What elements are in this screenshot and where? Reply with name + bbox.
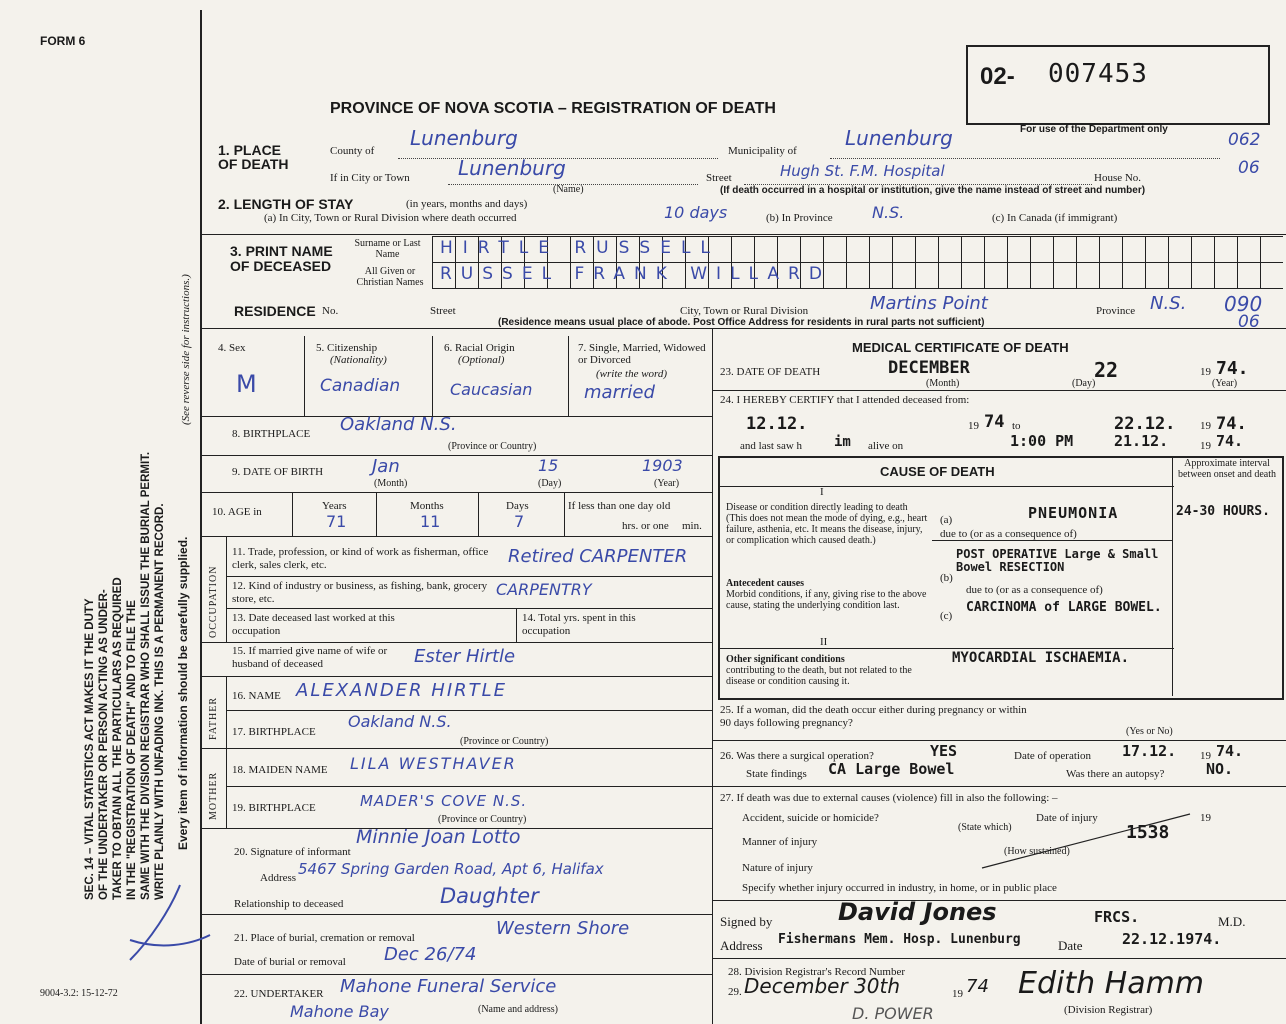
burial-date-value: Dec 26/74 bbox=[384, 944, 477, 965]
stamp-text: D. POWER bbox=[852, 1004, 934, 1023]
letter-box bbox=[1076, 262, 1099, 289]
part-one: I bbox=[820, 486, 824, 498]
address-label: Address bbox=[260, 872, 297, 884]
letter-box bbox=[892, 262, 915, 289]
industry-value: CARPENTRY bbox=[496, 580, 592, 599]
stay-a-value: 10 days bbox=[664, 203, 728, 222]
signer-signature: David Jones bbox=[838, 898, 997, 926]
op-date-label: Date of operation bbox=[1014, 750, 1091, 762]
county-label: County of bbox=[330, 145, 375, 157]
years-label: Years bbox=[322, 500, 347, 512]
prov-country-caption: (Province or Country) bbox=[460, 736, 549, 747]
mother-maiden-label: 18. MAIDEN NAME bbox=[232, 764, 328, 776]
interval-a-value: 24-30 HOURS. bbox=[1176, 504, 1270, 519]
antecedent-note: Morbid conditions, if any, giving rise to the above cause, stating the underlying condition last. bbox=[726, 589, 927, 611]
side-note-2: (See reverse side for instructions.) bbox=[180, 274, 192, 425]
strike-line-icon bbox=[980, 810, 1200, 870]
months-label: Months bbox=[410, 500, 444, 512]
city-label: If in City or Town bbox=[330, 172, 410, 184]
letter-box bbox=[892, 236, 915, 263]
mother-label: MOTHER bbox=[208, 771, 219, 820]
op-date-value: 17.12. bbox=[1122, 742, 1177, 760]
side-note: Every item of information should be carefully supplied. bbox=[176, 536, 190, 850]
registration-year: 74 bbox=[966, 976, 989, 997]
form-code: 9004-3.2: 15-12-72 bbox=[40, 988, 118, 999]
street-label: Street bbox=[706, 172, 732, 184]
age-years: 71 bbox=[326, 512, 347, 531]
surname-value: HIRTLE RUSSELL bbox=[440, 238, 720, 258]
dod-year: 74. bbox=[1216, 358, 1249, 379]
days-label: Days bbox=[506, 500, 529, 512]
undertaker-value: Mahone Funeral Service bbox=[340, 976, 557, 997]
attended-from: 12.12. bbox=[746, 414, 808, 434]
print-name-label: 3. PRINT NAME OF DECEASED bbox=[230, 243, 333, 274]
alive-date: 21.12. bbox=[1114, 432, 1169, 450]
mother-maiden-value: LILA WESTHAVER bbox=[350, 754, 517, 773]
age-months: 11 bbox=[420, 512, 441, 531]
letter-box bbox=[1260, 236, 1283, 263]
undertaker-note: (Name and address) bbox=[478, 1004, 558, 1015]
residence-label: RESIDENCE bbox=[234, 303, 316, 319]
last-saw-label: and last saw h bbox=[740, 440, 803, 452]
letter-box bbox=[869, 236, 892, 263]
date-label: Date bbox=[1058, 938, 1083, 953]
father-name-label: 16. NAME bbox=[232, 690, 281, 702]
cause-c-value: CARCINOMA of LARGE BOWEL. bbox=[966, 600, 1162, 615]
letter-box bbox=[1076, 236, 1099, 263]
letter-box bbox=[1099, 262, 1122, 289]
letter-box bbox=[1145, 262, 1168, 289]
letter-box bbox=[984, 262, 1007, 289]
marital-label: 7. Single, Married, Widowed or Divorced bbox=[578, 342, 706, 366]
other-value: MYOCARDIAL ISCHAEMIA. bbox=[952, 650, 1130, 666]
res-street-label: Street bbox=[430, 305, 456, 317]
part-two: II bbox=[820, 636, 828, 648]
stay-label: 2. LENGTH OF STAY bbox=[218, 196, 354, 212]
antecedent-label: Antecedent causes bbox=[726, 578, 805, 589]
informant-value: Minnie Joan Lotto bbox=[356, 826, 521, 848]
month-caption: (Month) bbox=[926, 378, 960, 389]
other-label: Other significant conditions bbox=[726, 654, 845, 665]
side-line: OF THE UNDERTAKER OR PERSON ACTING AS UNDER- bbox=[98, 589, 110, 900]
wife-value: Ester Hirtle bbox=[414, 646, 516, 667]
manner-label: Manner of injury bbox=[742, 836, 818, 848]
letter-box bbox=[1122, 236, 1145, 263]
form-label: FORM 6 bbox=[40, 34, 86, 48]
letter-box bbox=[1145, 236, 1168, 263]
letter-box bbox=[1168, 236, 1191, 263]
letter-box bbox=[915, 236, 938, 263]
due-to-label: due to (or as a consequence of) bbox=[940, 528, 1077, 540]
father-name-value: ALEXANDER HIRTLE bbox=[296, 680, 508, 701]
side-line: TAKER TO OBTAIN ALL THE PARTICULARS AS REQUIRED bbox=[112, 577, 124, 900]
cause-a-value: PNEUMONIA bbox=[1028, 504, 1119, 522]
reg-prefix: 02- bbox=[980, 63, 1015, 90]
nineteen: 19 bbox=[1200, 812, 1211, 824]
letter-box bbox=[846, 262, 869, 289]
op-year-value: 74. bbox=[1216, 742, 1244, 760]
letter-box bbox=[961, 236, 984, 263]
hospital-note: (If death occurred in a hospital or institution, give the name instead of street and number) bbox=[720, 185, 1146, 196]
burial-value: Western Shore bbox=[496, 918, 630, 939]
letter-box bbox=[1168, 262, 1191, 289]
letter-box bbox=[846, 236, 869, 263]
other-note: contributing to the death, but not related to the disease or condition causing it. bbox=[726, 665, 912, 687]
stay-note: (in years, months and days) bbox=[406, 198, 528, 210]
cause-c-label: (c) bbox=[940, 610, 953, 622]
last-worked-label: 13. Date deceased last worked at this occupation bbox=[232, 612, 395, 637]
sex-value: M bbox=[236, 370, 257, 398]
registrar-signature: Edith Hamm bbox=[1018, 966, 1205, 1001]
letter-box bbox=[1191, 236, 1214, 263]
house-label: House No. bbox=[1094, 172, 1142, 184]
given-label: All Given or Christian Names bbox=[356, 266, 424, 288]
letter-box bbox=[1191, 262, 1214, 289]
direct-cause-label: Disease or condition directly leading to death (This does not mean the mode of dying, e.g., heart failure, asthenia, etc. It means the disease, injury, or complication which caused death.) bbox=[726, 502, 928, 546]
dob-label: 9. DATE OF BIRTH bbox=[232, 466, 324, 478]
total-yrs-label: 14. Total yrs. spent in this occupation bbox=[522, 612, 636, 637]
nineteen: 19 bbox=[1200, 420, 1211, 432]
res-city-label: City, Town or Rural Division bbox=[680, 305, 809, 317]
racial-value: Caucasian bbox=[450, 380, 533, 399]
specify-label: Specify whether injury occurred in industry, in home, or in public place bbox=[742, 882, 1057, 894]
letter-box bbox=[938, 262, 961, 289]
trade-label: 11. Trade, profession, or kind of work as fisherman, office clerk, sales clerk, etc. bbox=[232, 546, 489, 571]
marital-value: married bbox=[584, 382, 655, 403]
how-caption: (How sustained) bbox=[1004, 846, 1070, 857]
mother-birth-label: 19. BIRTHPLACE bbox=[232, 802, 316, 814]
letter-box bbox=[938, 236, 961, 263]
birthplace-value: Oakland N.S. bbox=[340, 414, 457, 435]
state-which-caption: (State which) bbox=[958, 822, 1012, 833]
q29-label: 29. bbox=[728, 986, 742, 998]
nineteen: 19 bbox=[1200, 440, 1211, 452]
letter-box bbox=[1030, 262, 1053, 289]
industry-label: 12. Kind of industry or business, as fishing, bank, grocery store, etc. bbox=[232, 580, 488, 605]
md-label: M.D. bbox=[1218, 914, 1246, 929]
dod-day: 22 bbox=[1094, 358, 1119, 382]
racial-label: 6. Racial Origin bbox=[444, 342, 515, 354]
sex-label: 4. Sex bbox=[218, 342, 246, 354]
res-prov-value: N.S. bbox=[1150, 293, 1187, 314]
year-caption: (Year) bbox=[654, 478, 680, 489]
stay-b-value: N.S. bbox=[872, 203, 905, 222]
division-registrar-caption: (Division Registrar) bbox=[1064, 1004, 1153, 1016]
side-line: IN THE "REGISTRATION OF DEATH" AND TO FILE THE bbox=[126, 600, 138, 900]
q25-label: 25. If a woman, did the death occur either during pregnancy or within 90 days following pregnancy? bbox=[720, 704, 1027, 729]
relationship-label: Relationship to deceased bbox=[234, 898, 344, 910]
last-saw-value: im bbox=[834, 434, 851, 450]
attended-from-year: 74 bbox=[984, 412, 1005, 432]
hrs-label: hrs. or one bbox=[622, 520, 669, 532]
medical-title: MEDICAL CERTIFICATE OF DEATH bbox=[852, 340, 1069, 355]
day-caption: (Day) bbox=[1072, 378, 1096, 389]
certify-label: 24. I HEREBY CERTIFY that I attended deceased from: bbox=[720, 394, 970, 406]
letter-box bbox=[777, 236, 800, 263]
stay-c-label: (c) In Canada (if immigrant) bbox=[992, 212, 1118, 224]
less-day-label: If less than one day old bbox=[568, 500, 671, 512]
alive-year: 74. bbox=[1216, 432, 1244, 450]
place-of-death-label: 1. PLACE OF DEATH bbox=[218, 142, 289, 172]
father-birth-value: Oakland N.S. bbox=[348, 712, 452, 731]
findings-label: State findings bbox=[746, 768, 807, 780]
marital-caption: (write the word) bbox=[596, 368, 668, 380]
cause-b-label: (b) bbox=[940, 572, 953, 584]
undertaker-town: Mahone Bay bbox=[290, 1002, 389, 1021]
q26-label: 26. Was there a surgical operation? bbox=[720, 750, 874, 762]
letter-box bbox=[754, 236, 777, 263]
racial-caption: (Optional) bbox=[458, 354, 505, 366]
municipality-value: Lunenburg bbox=[845, 126, 953, 150]
operation-value: YES bbox=[930, 742, 958, 760]
name-caption: (Name) bbox=[553, 184, 584, 195]
letter-box bbox=[915, 262, 938, 289]
side-line: SEC. 14 – VITAL STATISTICS ACT MAKES IT THE DUTY bbox=[84, 598, 96, 900]
letter-box bbox=[1214, 262, 1237, 289]
citizenship-value: Canadian bbox=[320, 376, 401, 396]
dept-code: 06 bbox=[1238, 158, 1260, 178]
dob-year: 1903 bbox=[642, 456, 683, 475]
burial-label: 21. Place of burial, cremation or removal bbox=[234, 932, 415, 944]
due-to-label: due to (or as a consequence of) bbox=[966, 584, 1103, 596]
letter-box bbox=[961, 262, 984, 289]
citizenship-caption: (Nationality) bbox=[330, 354, 387, 366]
age-label: 10. AGE in bbox=[212, 506, 262, 518]
age-days: 7 bbox=[514, 512, 525, 531]
dept-code: 090 bbox=[1224, 292, 1263, 316]
mother-birth-value: MADER'S COVE N.S. bbox=[360, 792, 528, 810]
letter-box bbox=[1030, 236, 1053, 263]
relationship-value: Daughter bbox=[440, 884, 539, 908]
side-line: WRITE PLAINLY WITH UNFADING INK. THIS IS A PERMANENT RECORD. bbox=[154, 503, 166, 900]
municipality-label: Municipality of bbox=[728, 145, 797, 157]
year-caption: (Year) bbox=[1212, 378, 1238, 389]
letter-box bbox=[823, 236, 846, 263]
res-no-label: No. bbox=[322, 305, 339, 317]
wife-label: 15. If married give name of wife or husband of deceased bbox=[232, 645, 388, 670]
father-label: FATHER bbox=[208, 696, 219, 740]
interval-label: Approximate interval between onset and death bbox=[1177, 458, 1277, 480]
letter-box bbox=[1053, 262, 1076, 289]
nineteen: 19 bbox=[968, 420, 979, 432]
cause-b-value: POST OPERATIVE Large & Small Bowel RESECTION bbox=[956, 547, 1159, 574]
citizenship-label: 5. Citizenship bbox=[316, 342, 378, 354]
autopsy-value: NO. bbox=[1206, 760, 1234, 778]
dept-code: 062 bbox=[1228, 130, 1261, 150]
registration-number-box bbox=[966, 45, 1270, 125]
stay-b-label: (b) In Province bbox=[766, 212, 833, 224]
margin-scribble-icon bbox=[110, 880, 220, 970]
letter-box bbox=[1214, 236, 1237, 263]
dod-label: 23. DATE OF DEATH bbox=[720, 366, 821, 378]
city-value: Lunenburg bbox=[458, 156, 566, 180]
letter-box bbox=[869, 262, 892, 289]
letter-box bbox=[1007, 262, 1030, 289]
attended-to-year: 74. bbox=[1216, 414, 1247, 434]
injury-date-label: Date of injury bbox=[1036, 812, 1098, 824]
min-label: min. bbox=[682, 520, 702, 532]
stay-a-label: (a) In City, Town or Rural Division where death occurred bbox=[264, 212, 517, 224]
nineteen: 19 bbox=[1200, 750, 1211, 762]
county-value: Lunenburg bbox=[410, 126, 518, 150]
letter-box bbox=[1237, 236, 1260, 263]
informant-label: 20. Signature of informant bbox=[234, 846, 351, 858]
attended-to: 22.12. bbox=[1114, 414, 1176, 434]
dob-month: Jan bbox=[372, 456, 400, 477]
letter-box bbox=[731, 236, 754, 263]
street-value: Hugh St. F.M. Hospital bbox=[780, 162, 945, 180]
alive-on-label: alive on bbox=[868, 440, 904, 452]
letter-box bbox=[984, 236, 1007, 263]
findings-value: CA Large Bowel bbox=[828, 760, 955, 778]
yes-no-caption: (Yes or No) bbox=[1126, 726, 1173, 737]
trade-value: Retired CARPENTER bbox=[508, 546, 688, 567]
cause-title: CAUSE OF DEATH bbox=[880, 464, 995, 479]
occupation-label: OCCUPATION bbox=[208, 565, 219, 638]
nineteen: 19 bbox=[952, 988, 963, 1000]
to-label: to bbox=[1012, 420, 1021, 432]
nature-label: Nature of injury bbox=[742, 862, 813, 874]
father-birth-label: 17. BIRTHPLACE bbox=[232, 726, 316, 738]
res-city-value: Martins Point bbox=[870, 293, 988, 314]
letter-box bbox=[1260, 262, 1283, 289]
cause-a-label: (a) bbox=[940, 514, 953, 526]
letter-box bbox=[1053, 236, 1076, 263]
side-line: SAME WITH THE DIVISION REGISTRAR WHO SHALL ISSUE THE BURIAL PERMIT. bbox=[140, 451, 152, 900]
res-prov-label: Province bbox=[1096, 305, 1136, 317]
letter-box bbox=[1237, 262, 1260, 289]
given-value: RUSSEL FRANK WILLARD bbox=[440, 264, 831, 284]
q28-label: 28. Division Registrar's Record Number bbox=[728, 966, 906, 978]
sign-address-value: Fishermans Mem. Hosp. Lunenburg bbox=[778, 932, 1021, 947]
dept-use-label: For use of the Department only bbox=[1020, 124, 1168, 135]
undertaker-label: 22. UNDERTAKER bbox=[234, 988, 324, 1000]
page-title: PROVINCE OF NOVA SCOTIA – REGISTRATION OF DEATH bbox=[330, 100, 776, 117]
letter-box bbox=[1122, 262, 1145, 289]
alive-time: 1:00 PM bbox=[1010, 432, 1074, 450]
signed-label: Signed by bbox=[720, 914, 773, 929]
accident-label: Accident, suicide or homicide? bbox=[742, 812, 879, 824]
burial-date-label: Date of burial or removal bbox=[234, 956, 346, 968]
q27-label: 27. If death was due to external causes (violence) fill in also the following: – bbox=[720, 792, 1058, 804]
sign-address-label: Address bbox=[720, 938, 763, 953]
reg-number: 007453 bbox=[1048, 59, 1148, 89]
signer-degree: FRCS. bbox=[1094, 908, 1140, 926]
dept-code: 06 bbox=[1238, 312, 1260, 332]
registration-date: December 30th bbox=[744, 974, 901, 998]
injury-number: 1538 bbox=[1126, 822, 1170, 843]
birthplace-label: 8. BIRTHPLACE bbox=[232, 428, 311, 440]
dob-day: 15 bbox=[538, 456, 559, 475]
letter-box bbox=[1007, 236, 1030, 263]
sign-date-value: 22.12.1974. bbox=[1122, 930, 1222, 948]
nineteen: 19 bbox=[1200, 366, 1211, 378]
prov-country-caption: (Province or Country) bbox=[438, 814, 527, 825]
letter-box bbox=[800, 236, 823, 263]
informant-address: 5467 Spring Garden Road, Apt 6, Halifax bbox=[298, 860, 604, 878]
letter-box bbox=[1099, 236, 1122, 263]
prov-country-caption: (Province or Country) bbox=[448, 441, 537, 452]
dod-month: DECEMBER bbox=[888, 358, 970, 378]
surname-label: Surname or Last Name bbox=[354, 238, 421, 260]
day-caption: (Day) bbox=[538, 478, 562, 489]
month-caption: (Month) bbox=[374, 478, 408, 489]
autopsy-label: Was there an autopsy? bbox=[1066, 768, 1165, 780]
residence-note: (Residence means usual place of abode. Post Office Address for residents in rural parts not sufficient) bbox=[498, 317, 985, 328]
